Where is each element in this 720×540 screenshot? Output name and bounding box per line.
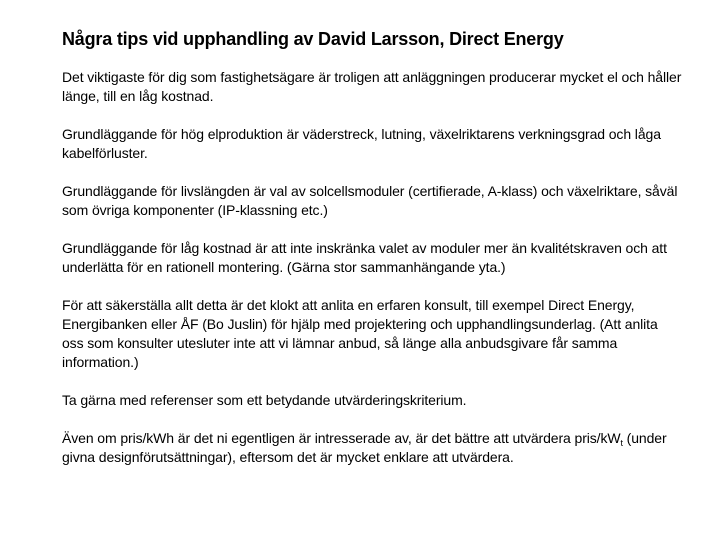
paragraph-references: Ta gärna med referenser som ett betydande utvärderingskriterium. <box>62 392 467 408</box>
price-text-after: (under givna designförutsättningar), eftersom det är mycket enklare att utvärdera. <box>62 430 667 465</box>
paragraph-cost: Grundläggande för låg kostnad är att inte inskränka valet av moduler mer än kvalitétskraven och att underlätta för en rationell montering. (Gärna stor sammanhängande yta.) <box>62 240 667 275</box>
paragraph-lifetime: Grundläggande för livslängden är val av solcellsmoduler (certifierade, A-klass) och växelriktare, såväl som övriga komponenter (IP-klassning etc.) <box>62 183 678 218</box>
price-subscript: t <box>620 438 623 448</box>
slide-content <box>62 28 682 486</box>
price-text-before: Även om pris/kWh är det ni egentligen är intresserade av, är det bättre att utvärdera pris/kW <box>62 430 621 446</box>
paragraph-importance: Det viktigaste för dig som fastighetsägare är troligen att anläggningen producerar mycket el och håller länge, till en låg kostnad. <box>62 69 682 104</box>
paragraph-production: Grundläggande för hög elproduktion är väderstreck, lutning, växelriktarens verkningsgrad och låga kabelförluster. <box>62 126 661 161</box>
slide-title: Några tips vid upphandling av David Larsson, Direct Energy <box>62 29 564 49</box>
paragraph-consultant: För att säkerställa allt detta är det klokt att anlita en erfaren konsult, till exempel Direct Energy, Energibanken eller ÅF (Bo Juslin) för hjälp med projektering och upphandlingsunderlag. (Att anlita oss som konsulter utesluter inte att vi lämnar anbud, så länge alla anbudsgivare får samma information.) <box>62 297 658 370</box>
paragraph-price-evaluation <box>62 429 682 467</box>
